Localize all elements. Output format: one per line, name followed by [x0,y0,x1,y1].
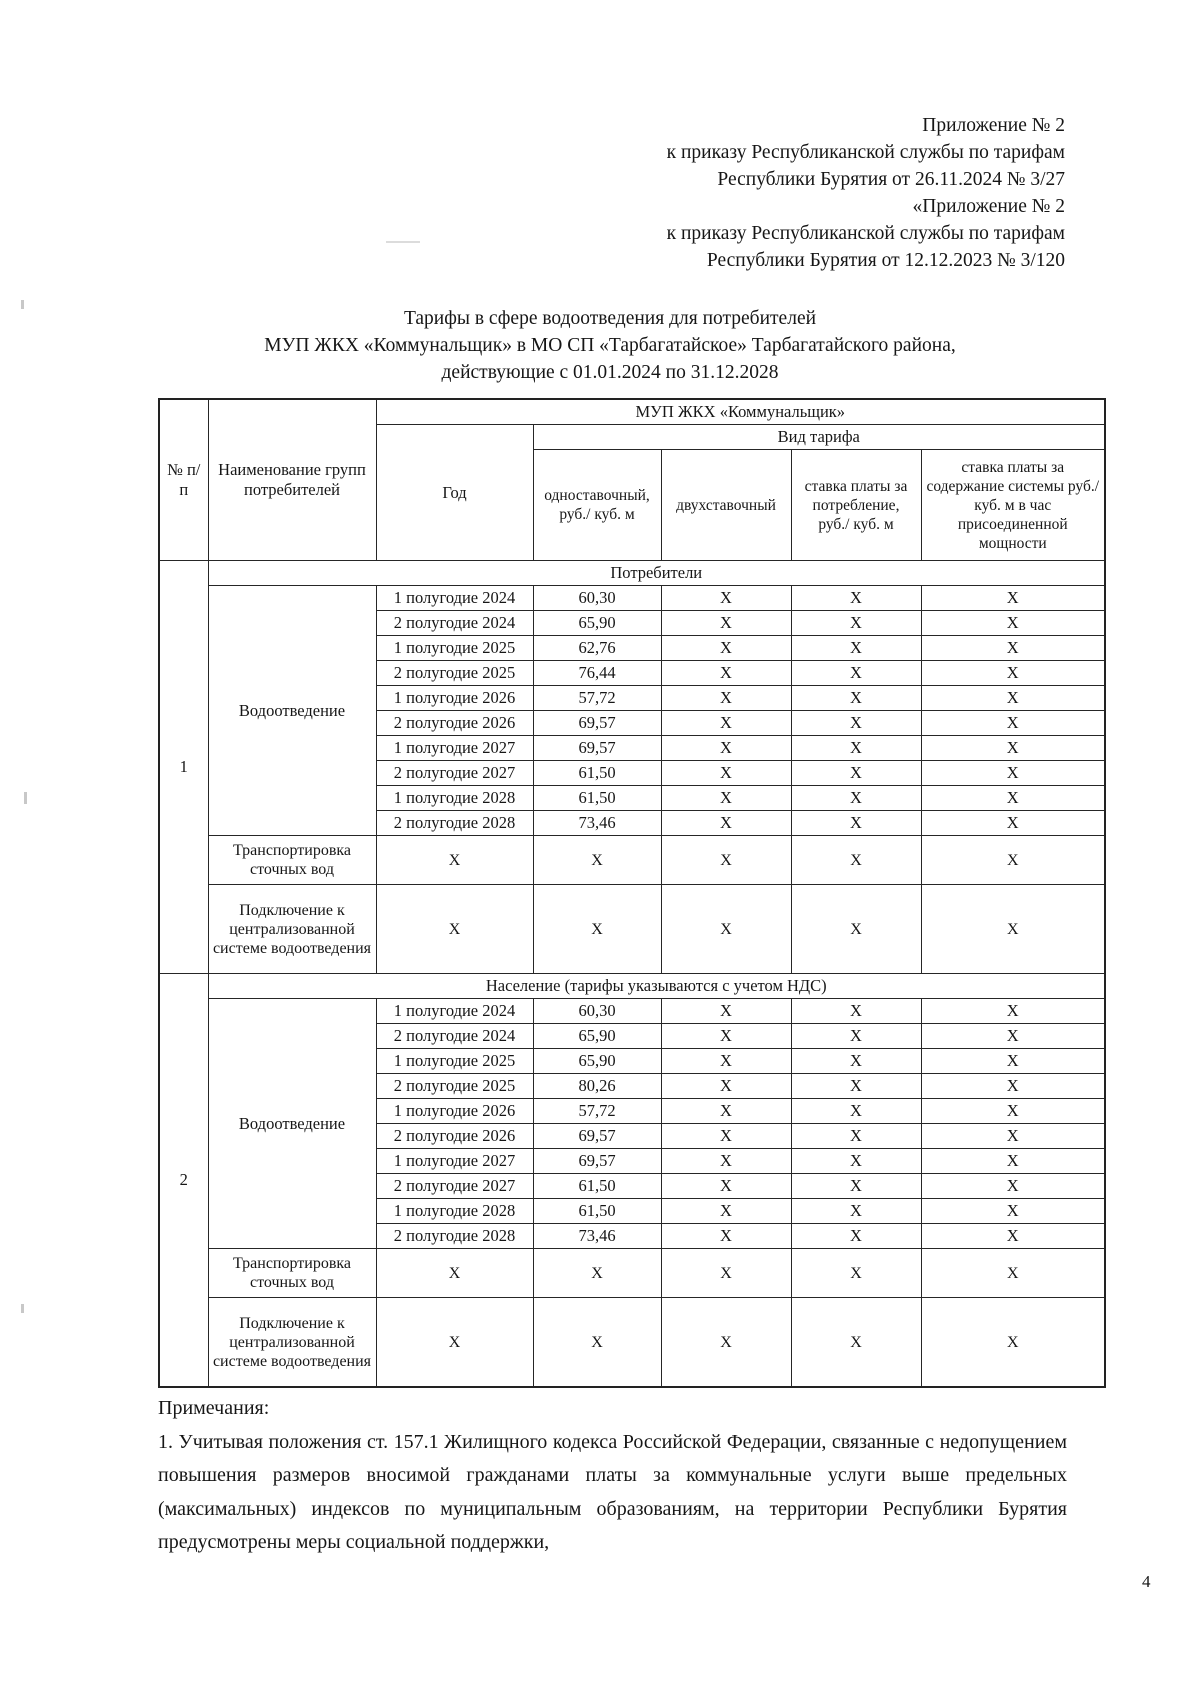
table-header-row-org [159,399,1105,425]
tariff-value: X [661,736,791,761]
tariff-value: X [921,885,1105,974]
tariff-data-row [159,586,1105,611]
tariff-value: X [921,1199,1105,1224]
tariff-value: X [661,1199,791,1224]
tariff-value: 65,90 [533,611,661,636]
tariff-value: X [791,1199,921,1224]
document-title-line: действующие с 01.01.2024 по 31.12.2028 [441,362,779,383]
tariff-value: 65,90 [533,1049,661,1074]
tariff-value: X [791,786,921,811]
section-title-row [159,561,1105,586]
tariff-value: X [921,1099,1105,1124]
tariff-value: X [791,761,921,786]
transport-label: Транспортировка сточных вод [208,1249,376,1298]
tariff-value: X [661,586,791,611]
tariff-value: X [921,786,1105,811]
tariff-value: X [791,1224,921,1249]
tariff-value: X [661,711,791,736]
tariff-value: X [921,611,1105,636]
tariff-value: X [791,1174,921,1199]
period-label: 1 полугодие 2025 [376,636,533,661]
period-label: 1 полугодие 2025 [376,1049,533,1074]
tariff-value: X [376,836,533,885]
row-group-number: 1 [159,561,208,974]
tariff-value: X [921,1174,1105,1199]
tariff-value: X [533,885,661,974]
section-title: Потребители [208,561,1105,586]
tariff-value: X [791,1124,921,1149]
tariff-value: X [791,586,921,611]
tariff-value: X [791,1149,921,1174]
tariff-value: X [661,686,791,711]
connection-label: Подключение к централизованной системе водоотведения [208,885,376,974]
tariff-value: X [791,736,921,761]
tariff-value: X [533,1298,661,1388]
tariff-value: X [791,811,921,836]
tariff-value: X [921,1249,1105,1298]
period-label: 2 полугодие 2028 [376,1224,533,1249]
tariff-value: 57,72 [533,1099,661,1124]
tariff-value: X [533,1249,661,1298]
tariff-value: X [921,836,1105,885]
tariff-value: 57,72 [533,686,661,711]
period-label: 1 полугодие 2027 [376,736,533,761]
transport-row [159,836,1105,885]
page-number: 4 [1142,1572,1151,1591]
tariff-value: 60,30 [533,586,661,611]
col-header-capacity-rate: ставка платы за содержание системы руб./куб. м в час присоединенной мощности [921,450,1105,561]
tariff-value: X [791,1099,921,1124]
appendix-header-line: Республики Бурятия от 26.11.2024 № 3/27 [717,169,1065,190]
notes-section [158,1392,1067,1560]
row-group-number: 2 [159,974,208,1388]
tariff-value: X [921,586,1105,611]
service-name: Водоотведение [208,999,376,1249]
period-label: 2 полугодие 2028 [376,811,533,836]
transport-row [159,1249,1105,1298]
tariff-value: X [661,1074,791,1099]
tariff-value: X [791,1049,921,1074]
col-header-year: Год [376,425,533,561]
notes-heading: Примечания: [158,1397,270,1419]
tariff-value: X [921,1074,1105,1099]
connection-row [159,885,1105,974]
tariff-value: X [791,1024,921,1049]
period-label: 1 полугодие 2026 [376,686,533,711]
document-title [140,305,1080,386]
tariff-value: X [791,686,921,711]
period-label: 2 полугодие 2025 [376,1074,533,1099]
tariff-value: X [661,885,791,974]
tariff-value: X [661,811,791,836]
tariff-value: X [921,999,1105,1024]
note-item: 1. Учитывая положения ст. 157.1 Жилищного кодекса Российской Федерации, связанные с недопущением повышения размеров вносимой гражданами платы за коммунальные услуги выше предельных (максимальных) индексов по муниципальным образованиям, на территории Республики Бурятия предусмотрены меры социальной поддержки, [158,1430,1067,1553]
tariff-value: X [661,636,791,661]
period-label: 1 полугодие 2026 [376,1099,533,1124]
tariff-value: X [376,1298,533,1388]
tariff-value: X [921,1298,1105,1388]
tariff-value: 76,44 [533,661,661,686]
period-label: 2 полугодие 2027 [376,761,533,786]
tariff-value: X [661,1049,791,1074]
tariff-value: X [791,1074,921,1099]
connection-label: Подключение к централизованной системе водоотведения [208,1298,376,1388]
tariff-value: X [661,761,791,786]
tariff-value: 80,26 [533,1074,661,1099]
period-label: 1 полугодие 2024 [376,999,533,1024]
period-label: 2 полугодие 2027 [376,1174,533,1199]
tariff-value: 61,50 [533,786,661,811]
col-header-two-rate: двухставочный [661,450,791,561]
tariff-value: X [921,711,1105,736]
tariff-value: X [921,1149,1105,1174]
scan-artifact [21,1304,24,1313]
period-label: 1 полугодие 2027 [376,1149,533,1174]
tariff-value: X [921,736,1105,761]
appendix-header-line: Республики Бурятия от 12.12.2023 № 3/120 [706,250,1065,271]
tariff-value: X [661,611,791,636]
tariff-value: X [661,999,791,1024]
tariff-value: X [791,611,921,636]
transport-label: Транспортировка сточных вод [208,836,376,885]
period-label: 1 полугодие 2024 [376,586,533,611]
tariff-table [158,398,1106,1388]
connection-row [159,1298,1105,1388]
tariff-value: X [791,999,921,1024]
period-label: 2 полугодие 2024 [376,611,533,636]
tariff-value: X [533,836,661,885]
period-label: 2 полугодие 2024 [376,1024,533,1049]
tariff-table-wrapper [158,398,1106,1388]
period-label: 2 полугодие 2025 [376,661,533,686]
tariff-value: X [661,1124,791,1149]
section-title-row [159,974,1105,999]
tariff-value: 69,57 [533,711,661,736]
tariff-value: X [791,836,921,885]
appendix-header-line: Приложение № 2 [922,115,1065,136]
tariff-value: X [791,1249,921,1298]
tariff-value: 73,46 [533,1224,661,1249]
col-header-group: Наименование групп потребителей [208,399,376,561]
tariff-value: X [661,836,791,885]
tariff-value: X [791,885,921,974]
tariff-value: X [661,1298,791,1388]
section-title: Население (тарифы указываются с учетом НДС) [208,974,1105,999]
tariff-value: X [661,1099,791,1124]
tariff-value: X [661,1024,791,1049]
document-title-line: МУП ЖКХ «Коммунальщик» в МО СП «Тарбагатайское» Тарбагатайского района, [264,335,956,356]
tariff-value: X [376,1249,533,1298]
tariff-value: X [376,885,533,974]
tariff-value: X [921,1049,1105,1074]
tariff-data-row [159,999,1105,1024]
tariff-value: 69,57 [533,736,661,761]
tariff-value: X [791,1298,921,1388]
period-label: 1 полугодие 2028 [376,786,533,811]
tariff-value: X [661,786,791,811]
scan-artifact [24,792,27,804]
tariff-value: X [661,1224,791,1249]
col-header-single-rate: одноставочный, руб./ куб. м [533,450,661,561]
period-label: 1 полугодие 2028 [376,1199,533,1224]
tariff-value: X [921,1024,1105,1049]
tariff-value: X [921,686,1105,711]
tariff-kind-header: Вид тарифа [533,425,1105,450]
col-header-consumption-rate: ставка платы за потребление, руб./ куб. м [791,450,921,561]
appendix-header [158,112,1065,274]
tariff-value: X [661,1174,791,1199]
scan-artifact [21,300,24,309]
appendix-header-line: к приказу Республиканской службы по тарифам [666,142,1065,163]
period-label: 2 полугодие 2026 [376,1124,533,1149]
tariff-value: X [791,636,921,661]
tariff-value: 60,30 [533,999,661,1024]
tariff-value: 62,76 [533,636,661,661]
tariff-value: 69,57 [533,1124,661,1149]
tariff-value: X [921,661,1105,686]
appendix-header-line: «Приложение № 2 [912,196,1065,217]
tariff-value: X [661,1149,791,1174]
tariff-value: X [661,661,791,686]
tariff-value: X [791,711,921,736]
period-label: 2 полугодие 2026 [376,711,533,736]
org-name-header: МУП ЖКХ «Коммунальщик» [376,399,1105,425]
tariff-value: 69,57 [533,1149,661,1174]
tariff-value: 61,50 [533,1199,661,1224]
tariff-value: X [791,661,921,686]
tariff-value: X [661,1249,791,1298]
col-header-num: № п/п [159,399,208,561]
service-name: Водоотведение [208,586,376,836]
appendix-header-line: к приказу Республиканской службы по тарифам [666,223,1065,244]
tariff-value: X [921,1224,1105,1249]
document-title-line: Тарифы в сфере водоотведения для потребителей [403,308,817,329]
tariff-value: X [921,761,1105,786]
tariff-value: 61,50 [533,1174,661,1199]
tariff-value: X [921,811,1105,836]
tariff-value: 65,90 [533,1024,661,1049]
tariff-value: X [921,1124,1105,1149]
tariff-value: 61,50 [533,761,661,786]
tariff-value: 73,46 [533,811,661,836]
tariff-value: X [921,636,1105,661]
